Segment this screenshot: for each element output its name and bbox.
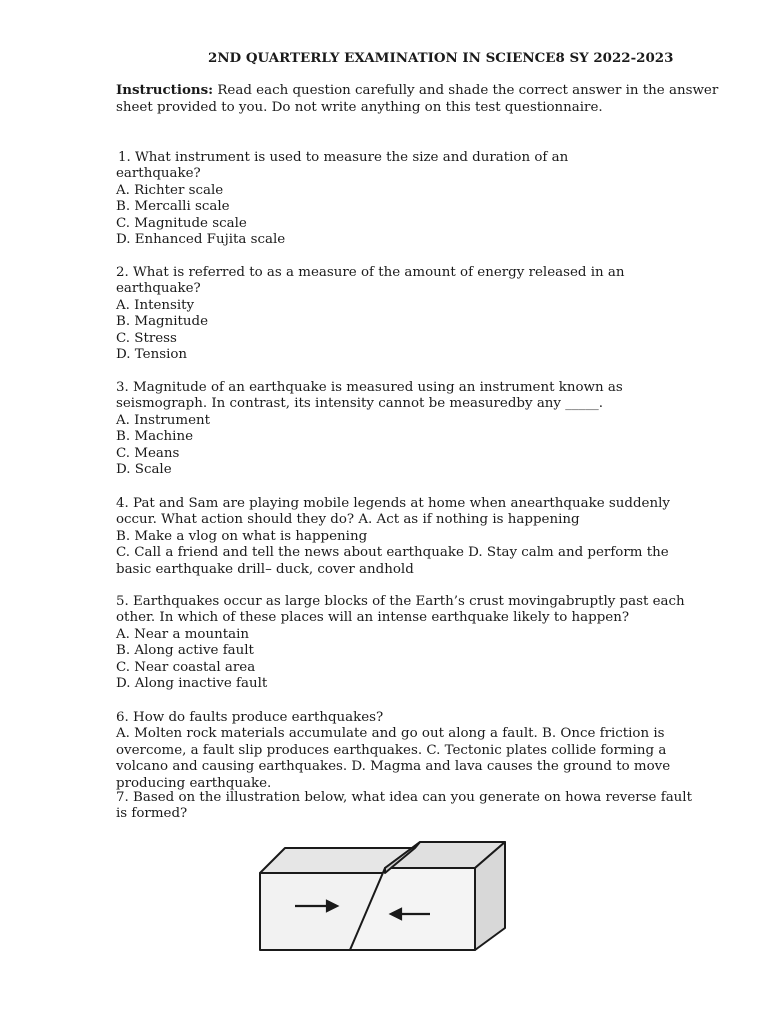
question-stem: 1. What instrument is used to measure the size and duration of an	[118, 150, 569, 165]
question-stem: 2. What is referred to as a measure of the amount of energy released in an	[116, 265, 625, 280]
question-text: basic earthquake drill– duck, cover andhold	[116, 561, 414, 577]
option-a: A. Instrument	[116, 412, 211, 428]
option-c: C. Near coastal area	[116, 659, 256, 675]
question-6	[116, 710, 716, 792]
question-text: 4. Pat and Sam are playing mobile legends at home when anearthquake suddenly	[116, 496, 670, 511]
instructions	[116, 82, 756, 116]
option-c: C. Means	[116, 445, 180, 461]
option-b: B. Magnitude	[116, 314, 209, 330]
option-a: A. Near a mountain	[116, 626, 249, 642]
question-text: A. Molten rock materials accumulate and go out along a fault. B. Once friction is	[116, 726, 665, 742]
question-2	[116, 265, 716, 363]
option-b: B. Machine	[116, 429, 194, 445]
option-a: A. Intensity	[116, 297, 195, 313]
question-text: is formed?	[116, 806, 188, 822]
question-text: 7. Based on the illustration below, what idea can you generate on howa reverse fault	[116, 790, 692, 805]
instructions-label: Instructions:	[116, 82, 214, 98]
question-1	[116, 150, 716, 248]
question-stem: 5. Earthquakes occur as large blocks of the Earth’s crust movingabruptly past each	[116, 594, 685, 609]
option-c: C. Magnitude scale	[116, 215, 247, 231]
question-5	[116, 594, 716, 692]
question-text: 6. How do faults produce earthquakes?	[116, 710, 384, 725]
question-text: volcano and causing earthquakes. D. Magma and lava causes the ground to move	[116, 759, 671, 775]
question-stem: earthquake?	[116, 281, 201, 297]
option-d: D. Enhanced Fujita scale	[116, 232, 286, 248]
option-d: D. Along inactive fault	[116, 676, 268, 692]
question-stem: 3. Magnitude of an earthquake is measured using an instrument known as	[116, 380, 623, 395]
option-b: B. Mercalli scale	[116, 199, 230, 215]
reverse-fault-illustration	[255, 838, 515, 958]
option-b: B. Along active fault	[116, 643, 254, 659]
question-3	[116, 380, 716, 478]
question-text: C. Call a friend and tell the news about earthquake D. Stay calm and perform the	[116, 545, 669, 561]
question-stem: seismograph. In contrast, its intensity cannot be measuredby any _____.	[116, 396, 603, 412]
question-stem: earthquake?	[116, 166, 201, 182]
question-stem: other. In which of these places will an intense earthquake likely to happen?	[116, 610, 629, 626]
question-7	[116, 790, 716, 823]
question-text: B. Make a vlog on what is happening	[116, 528, 368, 544]
option-c: C. Stress	[116, 330, 177, 346]
question-text: producing earthquake.	[116, 775, 272, 791]
option-a: A. Richter scale	[116, 182, 224, 198]
option-d: D. Scale	[116, 462, 172, 478]
instructions-text: Read each question carefully and shade the correct answer in the answer sheet provided to you. Do not write anything on this test questionnaire.	[116, 83, 719, 115]
question-4	[116, 496, 716, 578]
question-text: overcome, a fault slip produces earthquakes. C. Tectonic plates collide forming a	[116, 742, 667, 758]
exam-title: 2ND QUARTERLY EXAMINATION IN SCIENCE8 SY 2022-2023	[208, 50, 674, 66]
option-d: D. Tension	[116, 347, 188, 363]
question-text: occur. What action should they do? A. Act as if nothing is happening	[116, 512, 580, 528]
